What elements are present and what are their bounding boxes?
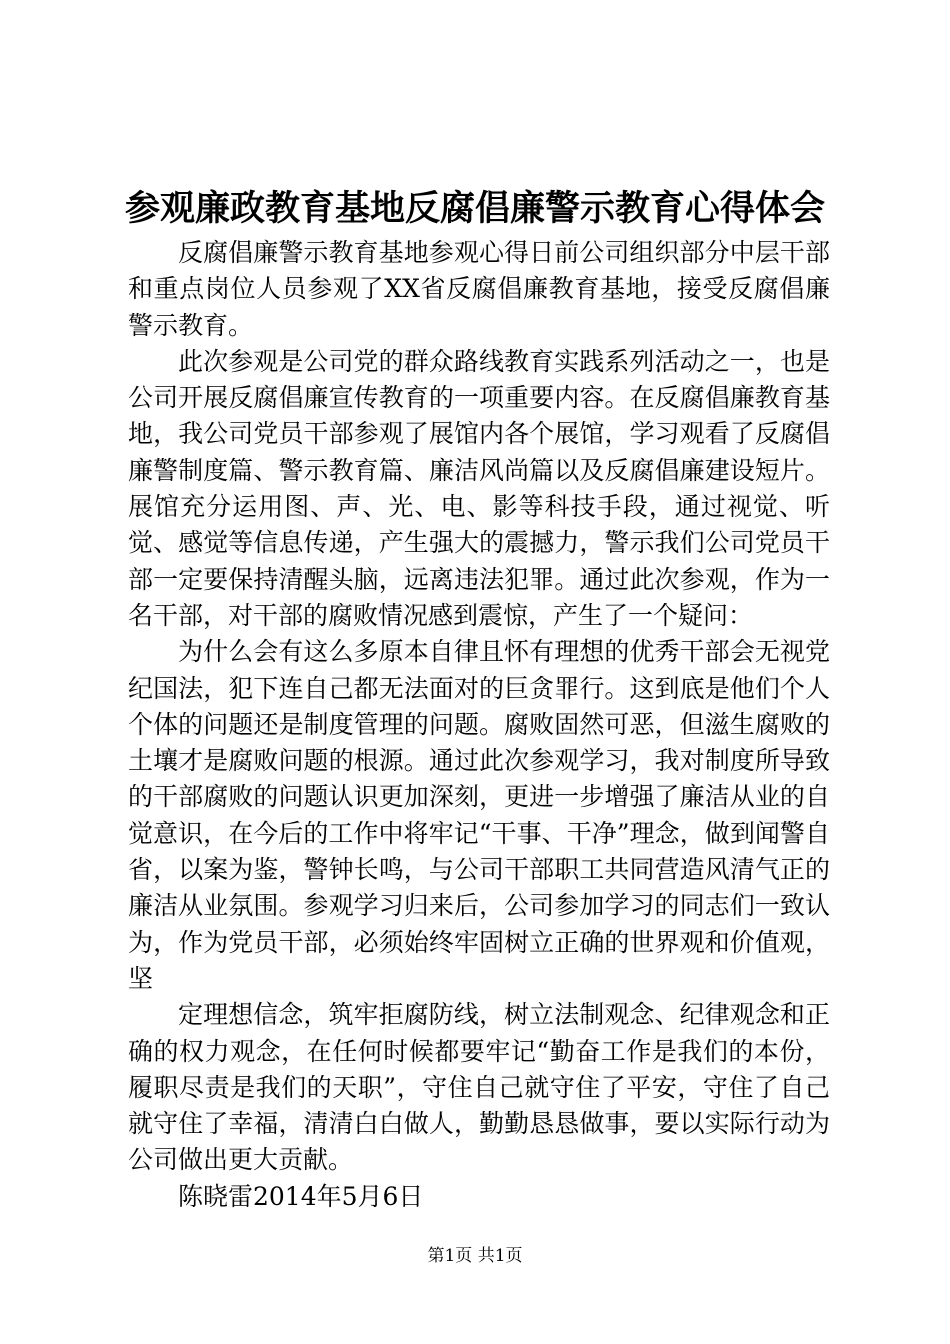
page-footer: 第1页 共1页 (427, 1246, 523, 1266)
signature-line: 陈晓雷2014年5月6日 (178, 1181, 424, 1211)
paragraph-4: 定理想信念，筑牢拒腐防线，树立法制观念、纪律观念和正确的权力观念，在任何时候都要牢记“勤奋工作是我们的本份，履职尽责是我们的天职”，守住自己就守住了平安，守住了自己就守住了幸福，清清白白做人，勤勤恳恳做事，要以实际行动为公司做出更大贡献。 (128, 1000, 830, 1175)
document-body (128, 235, 830, 1215)
paragraph-2: 此次参观是公司党的群众路线教育实践系列活动之一，也是公司开展反腐倡廉宣传教育的一项重要内容。在反腐倡廉教育基地，我公司党员干部参观了展馆内各个展馆，学习观看了反腐倡廉警制度篇、警示教育篇、廉洁风尚篇以及反腐倡廉建设短片。展馆充分运用图、声、光、电、影等科技手段，通过视觉、听觉、感觉等信息传递，产生强大的震撼力，警示我们公司党员干部一定要保持清醒头脑，远离违法犯罪。通过此次参观，作为一名干部，对干部的腐败情况感到震惊，产生了一个疑问： (128, 346, 830, 630)
document-title: 参观廉政教育基地反腐倡廉警示教育心得体会 (124, 188, 825, 229)
paragraph-1: 反腐倡廉警示教育基地参观心得日前公司组织部分中层干部和重点岗位人员参观了XX省反腐倡廉教育基地，接受反腐倡廉警示教育。 (128, 238, 830, 340)
paragraph-3: 为什么会有这么多原本自律且怀有理想的优秀干部会无视党纪国法，犯下连自己都无法面对的巨贪罪行。这到底是他们个人个体的问题还是制度管理的问题。腐败固然可恶，但滋生腐败的土壤才是腐败问题的根源。通过此次参观学习，我对制度所导致的干部腐败的问题认识更加深刻，更进一步增强了廉洁从业的自觉意识，在今后的工作中将牢记“干事、干净”理念，做到闻警自省，以案为鉴，警钟长鸣，与公司干部职工共同营造风清气正的廉洁从业氛围。参观学习归来后，公司参加学习的同志们一致认为，作为党员干部，必须始终牢固树立正确的世界观和价值观，坚 (128, 637, 830, 993)
